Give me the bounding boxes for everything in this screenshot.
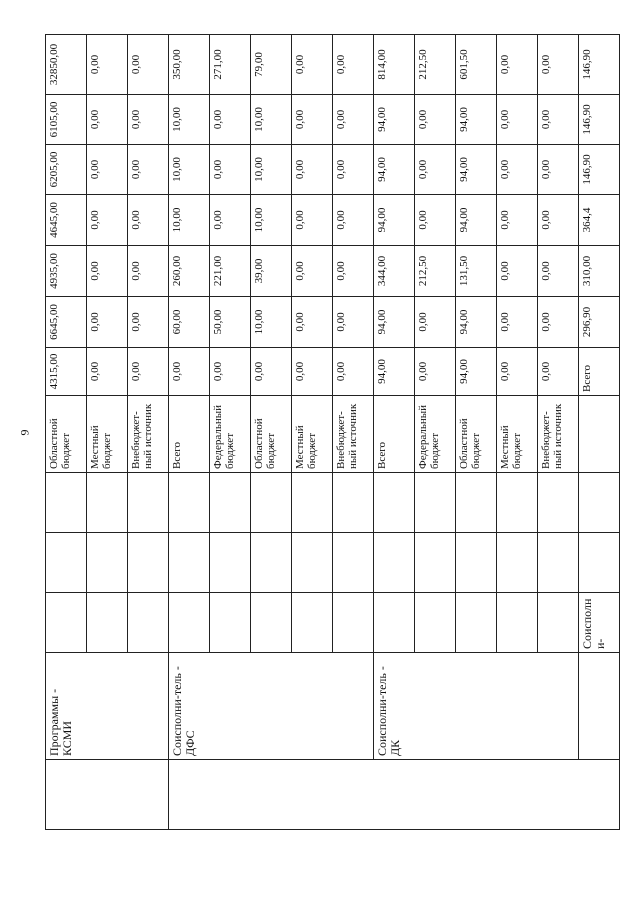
blank-cell bbox=[87, 473, 128, 533]
blank-cell bbox=[374, 473, 415, 533]
category-cell: Местный бюджет bbox=[497, 396, 538, 473]
total-cell: 350,00 bbox=[169, 35, 210, 95]
value-cell: 344,00 bbox=[374, 246, 415, 297]
value-cell: 212,50 bbox=[415, 246, 456, 297]
value-cell: 0,00 bbox=[333, 95, 374, 145]
value-cell: 146,90 bbox=[579, 95, 620, 145]
blank-cell bbox=[210, 473, 251, 533]
value-cell: 39,00 bbox=[251, 246, 292, 297]
outer-blank-cell bbox=[46, 760, 169, 830]
value-cell: 0,00 bbox=[210, 95, 251, 145]
value-cell: 0,00 bbox=[497, 95, 538, 145]
blank-cell bbox=[579, 533, 620, 593]
value-cell: 0,00 bbox=[497, 195, 538, 246]
value-cell: 10,00 bbox=[169, 95, 210, 145]
value-cell: 146,90 bbox=[579, 145, 620, 195]
blank-cell bbox=[87, 533, 128, 593]
blank-cell bbox=[333, 533, 374, 593]
value-cell: 0,00 bbox=[128, 95, 169, 145]
total-cell: 0,00 bbox=[538, 35, 579, 95]
blank-cell bbox=[169, 533, 210, 593]
table-body bbox=[46, 35, 620, 830]
value-cell: 94,00 bbox=[456, 95, 497, 145]
value-cell: 50,00 bbox=[210, 297, 251, 348]
value-cell: 0,00 bbox=[497, 145, 538, 195]
value-cell: 4315,00 bbox=[46, 348, 87, 396]
value-cell: 0,00 bbox=[415, 348, 456, 396]
value-cell: 0,00 bbox=[415, 95, 456, 145]
value-cell: 260,00 bbox=[169, 246, 210, 297]
value-cell: 0,00 bbox=[251, 348, 292, 396]
blank-cell bbox=[415, 533, 456, 593]
total-cell: 0,00 bbox=[128, 35, 169, 95]
outer-blank-cell bbox=[579, 653, 620, 760]
value-cell: 94,00 bbox=[374, 297, 415, 348]
value-cell: 0,00 bbox=[538, 95, 579, 145]
table-row bbox=[169, 35, 210, 830]
blank-cell bbox=[292, 593, 333, 653]
blank-cell bbox=[128, 533, 169, 593]
category-cell: Местный бюджет bbox=[87, 396, 128, 473]
category-cell: Областной бюджет bbox=[456, 396, 497, 473]
value-cell: 94,00 bbox=[456, 145, 497, 195]
page-number: 9 bbox=[17, 429, 32, 436]
value-cell: 60,00 bbox=[169, 297, 210, 348]
total-cell: 814,00 bbox=[374, 35, 415, 95]
value-cell: 0,00 bbox=[87, 246, 128, 297]
value-cell: 94,00 bbox=[456, 195, 497, 246]
blank-cell bbox=[415, 473, 456, 533]
category-cell: Внебюджет-ный источник bbox=[333, 396, 374, 473]
value-cell: 6645,00 bbox=[46, 297, 87, 348]
value-cell: 6105,00 bbox=[46, 95, 87, 145]
blank-cell bbox=[456, 473, 497, 533]
value-cell: 364,4 bbox=[579, 195, 620, 246]
blank-cell bbox=[210, 533, 251, 593]
value-cell: 0,00 bbox=[87, 95, 128, 145]
total-cell: 32850,00 bbox=[46, 35, 87, 95]
value-cell: 0,00 bbox=[415, 297, 456, 348]
blank-cell bbox=[497, 593, 538, 653]
value-cell: 0,00 bbox=[333, 195, 374, 246]
value-cell: 0,00 bbox=[169, 348, 210, 396]
value-cell: 4645,00 bbox=[46, 195, 87, 246]
category-cell: Всего bbox=[169, 396, 210, 473]
table-row bbox=[46, 35, 87, 830]
blank-cell bbox=[538, 593, 579, 653]
total-cell: 79,00 bbox=[251, 35, 292, 95]
category-cell: Федеральный бюджет bbox=[210, 396, 251, 473]
blank-cell bbox=[579, 396, 620, 473]
category-cell: Всего bbox=[374, 396, 415, 473]
value-cell: 10,00 bbox=[251, 195, 292, 246]
group-label-dk: Соисполни-тель - ДК bbox=[374, 653, 579, 760]
blank-cell bbox=[415, 593, 456, 653]
table-row bbox=[374, 35, 415, 830]
value-cell: 0,00 bbox=[415, 145, 456, 195]
value-cell: 0,00 bbox=[128, 297, 169, 348]
total-cell: 0,00 bbox=[87, 35, 128, 95]
value-cell: 10,00 bbox=[169, 145, 210, 195]
value-cell: 0,00 bbox=[128, 145, 169, 195]
value-cell: 0,00 bbox=[497, 297, 538, 348]
blank-cell bbox=[374, 593, 415, 653]
budget-table bbox=[45, 34, 620, 830]
value-cell: 131,50 bbox=[456, 246, 497, 297]
blank-cell bbox=[46, 593, 87, 653]
category-cell: Всего bbox=[579, 348, 620, 396]
value-cell: 94,00 bbox=[374, 195, 415, 246]
value-cell: 10,00 bbox=[251, 297, 292, 348]
value-cell: 4935,00 bbox=[46, 246, 87, 297]
value-cell: 0,00 bbox=[538, 348, 579, 396]
value-cell: 0,00 bbox=[333, 348, 374, 396]
value-cell: 0,00 bbox=[210, 195, 251, 246]
category-cell: Федеральный бюджет bbox=[415, 396, 456, 473]
value-cell: 0,00 bbox=[333, 297, 374, 348]
category-cell: Внебюджет-ный источник bbox=[538, 396, 579, 473]
blank-cell bbox=[128, 473, 169, 533]
category-cell: Областной бюджет bbox=[46, 396, 87, 473]
value-cell: 0,00 bbox=[87, 348, 128, 396]
blank-cell bbox=[497, 473, 538, 533]
blank-cell bbox=[333, 593, 374, 653]
total-cell: 601,50 bbox=[456, 35, 497, 95]
outer-blank-cell bbox=[169, 760, 620, 830]
value-cell: 0,00 bbox=[210, 348, 251, 396]
blank-cell bbox=[251, 473, 292, 533]
value-cell: 0,00 bbox=[128, 348, 169, 396]
value-cell: 94,00 bbox=[374, 95, 415, 145]
value-cell: 94,00 bbox=[456, 297, 497, 348]
blank-cell bbox=[87, 593, 128, 653]
blank-cell bbox=[456, 533, 497, 593]
value-cell: 0,00 bbox=[538, 297, 579, 348]
table-row bbox=[579, 35, 620, 830]
blank-cell bbox=[374, 533, 415, 593]
value-cell: 0,00 bbox=[128, 246, 169, 297]
value-cell: 0,00 bbox=[292, 95, 333, 145]
value-cell: 0,00 bbox=[538, 145, 579, 195]
value-cell: 296,90 bbox=[579, 297, 620, 348]
blank-cell bbox=[128, 593, 169, 653]
group-label-program: Программы - КСМИ bbox=[46, 653, 169, 760]
value-cell: 94,00 bbox=[374, 348, 415, 396]
blank-cell bbox=[251, 533, 292, 593]
blank-cell bbox=[251, 593, 292, 653]
category-cell: Внебюджет-ный источник bbox=[128, 396, 169, 473]
value-cell: 0,00 bbox=[292, 195, 333, 246]
total-cell: 0,00 bbox=[292, 35, 333, 95]
value-cell: 0,00 bbox=[497, 348, 538, 396]
value-cell: 146,90 bbox=[579, 35, 620, 95]
value-cell: 0,00 bbox=[87, 145, 128, 195]
value-cell: 0,00 bbox=[292, 246, 333, 297]
value-cell: 0,00 bbox=[292, 348, 333, 396]
blank-cell bbox=[169, 593, 210, 653]
value-cell: 0,00 bbox=[538, 195, 579, 246]
value-cell: 0,00 bbox=[87, 195, 128, 246]
value-cell: 6205,00 bbox=[46, 145, 87, 195]
value-cell: 310,00 bbox=[579, 246, 620, 297]
value-cell: 0,00 bbox=[497, 246, 538, 297]
blank-cell bbox=[292, 473, 333, 533]
value-cell: 94,00 bbox=[456, 348, 497, 396]
blank-cell bbox=[333, 473, 374, 533]
blank-cell bbox=[210, 593, 251, 653]
blank-cell bbox=[497, 533, 538, 593]
total-cell: 212,50 bbox=[415, 35, 456, 95]
value-cell: 10,00 bbox=[251, 145, 292, 195]
value-cell: 221,00 bbox=[210, 246, 251, 297]
total-cell: 0,00 bbox=[497, 35, 538, 95]
value-cell: 10,00 bbox=[169, 195, 210, 246]
total-cell: 0,00 bbox=[333, 35, 374, 95]
value-cell: 0,00 bbox=[333, 246, 374, 297]
value-cell: 94,00 bbox=[374, 145, 415, 195]
value-cell: 0,00 bbox=[87, 297, 128, 348]
value-cell: 0,00 bbox=[292, 145, 333, 195]
rotated-table-container bbox=[45, 43, 608, 830]
group-label-last: Соисполни- bbox=[579, 593, 620, 653]
blank-cell bbox=[46, 473, 87, 533]
value-cell: 0,00 bbox=[292, 297, 333, 348]
value-cell: 10,00 bbox=[251, 95, 292, 145]
blank-cell bbox=[456, 593, 497, 653]
group-label-dfs: Соисполни-тель - ДФС bbox=[169, 653, 374, 760]
blank-cell bbox=[579, 473, 620, 533]
category-cell: Местный бюджет bbox=[292, 396, 333, 473]
blank-cell bbox=[292, 533, 333, 593]
value-cell: 0,00 bbox=[210, 145, 251, 195]
value-cell: 0,00 bbox=[333, 145, 374, 195]
category-cell: Областной бюджет bbox=[251, 396, 292, 473]
value-cell: 0,00 bbox=[538, 246, 579, 297]
blank-cell bbox=[46, 533, 87, 593]
blank-cell bbox=[169, 473, 210, 533]
blank-cell bbox=[538, 473, 579, 533]
blank-cell bbox=[538, 533, 579, 593]
value-cell: 0,00 bbox=[128, 195, 169, 246]
total-cell: 271,00 bbox=[210, 35, 251, 95]
value-cell: 0,00 bbox=[415, 195, 456, 246]
